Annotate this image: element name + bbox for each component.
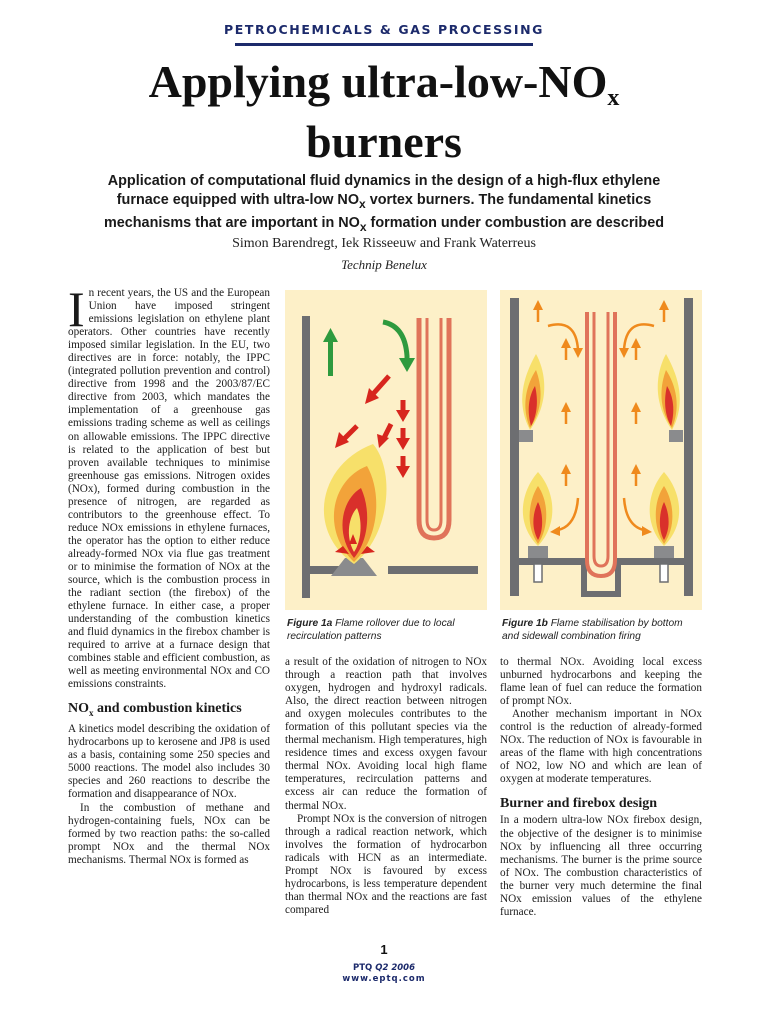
standfirst-b: vortex burners. The fundamental kinetics mechanisms that are important in NO bbox=[103, 192, 652, 231]
figure-panel bbox=[285, 290, 487, 610]
authors: Simon Barendregt, Iek Risseeuw and Frank Waterreus bbox=[232, 236, 536, 251]
section-label: PETROCHEMICALS & GAS PROCESSING bbox=[224, 22, 544, 37]
title-subscript: x bbox=[607, 85, 620, 111]
paragraph: A kinetics model describing the oxidation of hydrocarbons up to kerosene and JP8 is used as a basis, containing some 250 species and 5000 reactions. The model also includes 30 species and 260 reactions to describe the formation and disappearance of NOx. bbox=[68, 723, 270, 801]
intro-text: n recent years, the US and the European Union have imposed stringent emissions legislation on ethylene plant operators. Other countries have recently imposed similar legislation. In the EU, two directives are in force: notably, the IPPC (integrated pollution prevention and control) directive from 1998 and the 2003/87/EC directive from 2003, which mandates the implementation of a greenhouse gas emissions trading scheme as well as ceilings on allowable emissions. The IPPC directive is related to the application of best but proven available techniques to minimise greenhouse gas emissions. Nitrogen oxides (NOx), formed during combustion in the presence of nitrogen, are regarded as contributors to the greenhouse effect. To reduce NOx emissions in ethylene furnaces, the operator has the option to either reduce already-formed NOx via flue gas treatment or to minimise the formation of NOx at the source, which is the combustion process in the radiant section (the firebox) of the ethylene furnace. In either case, a proper understanding of the combustion kinetics and fluid dynamics in the firebox chamber is required to arrive at a furnace design that combines stable and efficient combustion, as well as meeting environmental NOx and CO emissions constraints. bbox=[68, 287, 270, 691]
paragraph: a result of the oxidation of nitrogen to NOx through a reaction path that involves oxygen, hydrogen and hydroxyl radicals. Also, the direct reaction between nitrogen and oxygen molecules contributes to the formation of this pollutant species via the thermal mechanism. High temperatures, high residence times and excess oxygen favour thermal NOx. Avoiding local high flame temperatures, recirculation patterns and excess air can reduce the formation of thermal NOx. bbox=[285, 656, 487, 812]
furnace-wall-right bbox=[684, 298, 693, 596]
section-rule bbox=[235, 43, 533, 46]
sidewall-burner bbox=[669, 430, 683, 442]
subscript-x: x bbox=[359, 219, 367, 234]
column-2 bbox=[285, 656, 487, 917]
standfirst-c: formation under combustion are described bbox=[366, 214, 665, 231]
paragraph: Another mechanism important in NOx control is the reduction of already-formed NOx. The reduction of NOx is favourable in areas of the flame with high concentrations of NO2, low NO and which are lean of oxygen at moderate temperatures. bbox=[500, 708, 702, 786]
publication-url: www.eptq.com bbox=[342, 974, 426, 984]
publication-name: PTQ bbox=[353, 963, 373, 973]
column-1 bbox=[68, 281, 270, 867]
figure-1a-label: Figure 1a bbox=[287, 618, 333, 629]
column-3 bbox=[500, 656, 702, 919]
heading-nox-kinetics: $NO_x$ and combustion kinetics bbox=[68, 701, 242, 719]
furnace-wall-left bbox=[510, 298, 519, 596]
title-part2: burners bbox=[306, 116, 462, 167]
figure-1a-text: Flame rollover due to local recirculation patterns bbox=[287, 618, 455, 642]
figure-1a bbox=[285, 290, 487, 610]
article-title bbox=[0, 56, 768, 168]
furnace-floor bbox=[388, 566, 478, 574]
figure-1b-text: Flame stabilisation by bottom and sidewall combination firing bbox=[502, 618, 683, 642]
burner-pipe bbox=[660, 564, 668, 582]
figure-1b-illustration bbox=[500, 290, 702, 610]
paragraph: In a modern ultra-low NOx firebox design, the objective of the designer is to minimise NOx by influencing all three occurring mechanisms. The burner is the prime source of NOx. The combustion characteristics of the burner very much determine the final NOx emission values of the ethylene furnace. bbox=[500, 814, 702, 918]
paragraph: to thermal NOx. Avoiding local excess unburned hydrocarbons and keeping the flame lean of fuel can reduce the formation of prompt NOx. bbox=[500, 656, 702, 708]
standfirst-a: Application of computational fluid dynamics in the design of a high-flux ethylene furnace equipped with ultra-low NO bbox=[107, 173, 661, 208]
standfirst bbox=[80, 172, 688, 237]
caption-figure-1a bbox=[287, 618, 487, 643]
furnace-floor-left bbox=[510, 558, 584, 565]
furnace-floor-right bbox=[618, 558, 693, 565]
paragraph: Prompt NOx is the conversion of nitrogen through a radical reaction network, which involves the formation of hydrocarbon radicals with HCN as an intermediate. Prompt NOx is favoured by excess hydrocarbons, is less temperature dependent than thermal NOx and the reactions are fast compared bbox=[285, 812, 487, 916]
affiliation: Technip Benelux bbox=[341, 257, 427, 272]
paragraph: In the combustion of methane and hydrogen-containing fuels, NOx can be formed by two reaction paths: the so-called prompt NOx and the thermal NOx mechanisms. Thermal NOx is formed as bbox=[68, 801, 270, 866]
drop-cap: I bbox=[68, 281, 85, 337]
floor-burner bbox=[654, 546, 674, 558]
heading-burner-firebox: Burner and firebox design bbox=[500, 796, 658, 812]
publication-info bbox=[0, 963, 768, 973]
floor-burner bbox=[528, 546, 548, 558]
furnace-wall bbox=[302, 316, 310, 598]
figure-1a-illustration bbox=[285, 290, 487, 610]
sidewall-burner bbox=[519, 430, 533, 442]
title-part1: Applying ultra-low-NO bbox=[148, 56, 608, 107]
subscript-x: x bbox=[359, 196, 366, 211]
caption-figure-1b bbox=[502, 618, 702, 643]
page-number: 1 bbox=[380, 942, 388, 957]
green-arrow-shaft bbox=[328, 340, 333, 376]
publication-issue: Q2 2006 bbox=[372, 963, 415, 973]
figure-1b-label: Figure 1b bbox=[502, 618, 548, 629]
figure-1b bbox=[500, 290, 702, 610]
burner-pipe bbox=[534, 564, 542, 582]
paragraph-intro bbox=[68, 281, 270, 691]
